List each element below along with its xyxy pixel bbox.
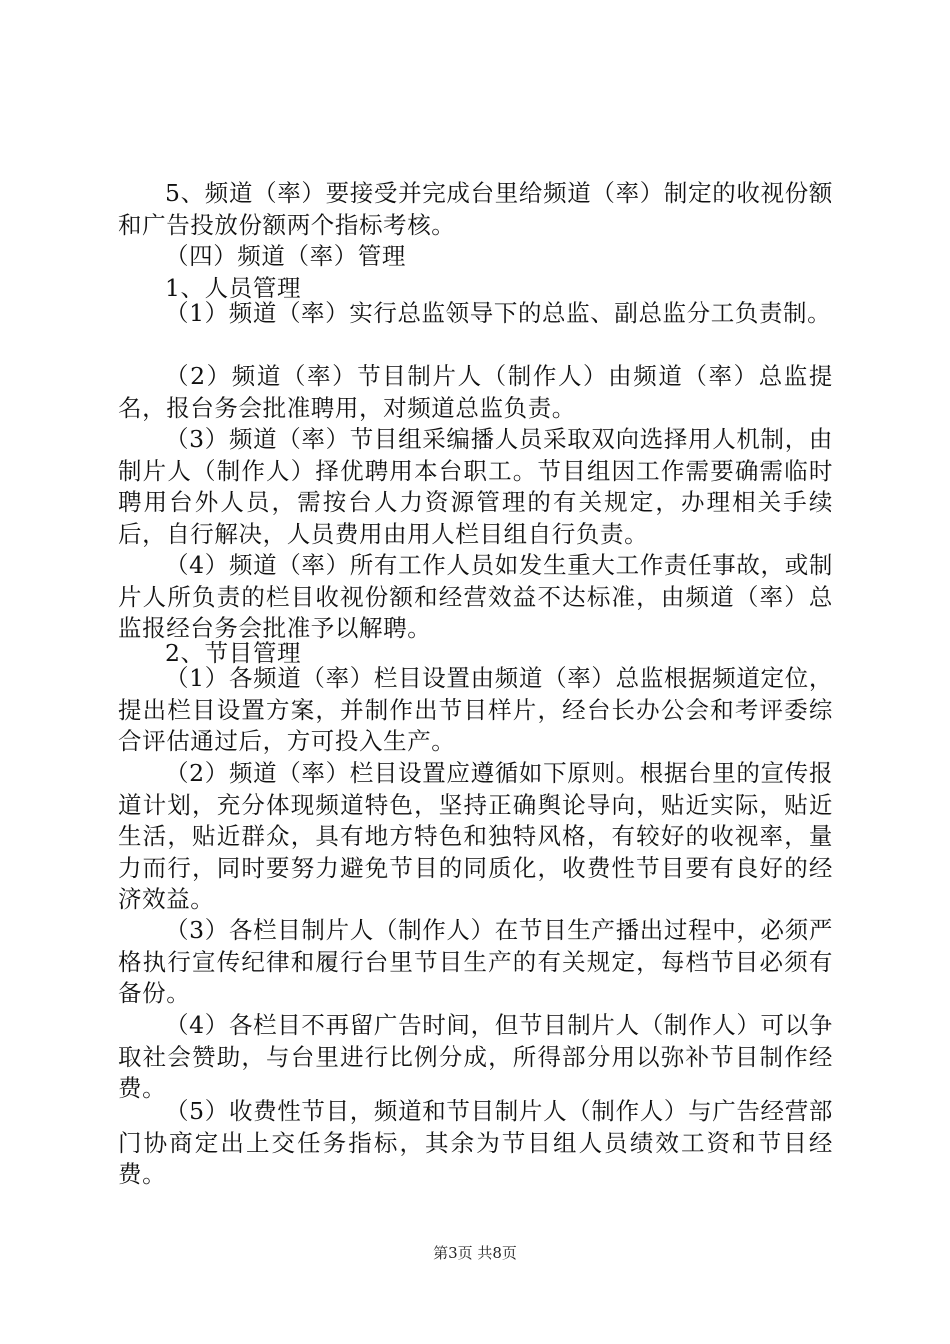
subheading-programs: 2、节目管理: [165, 639, 302, 667]
paragraph-programs-4: （4）各栏目不再留广告时间，但节目制片人（制作人）可以争取社会赞助，与台里进行比例分成，所得部分用以弥补节目制作经费。: [118, 1011, 833, 1102]
paragraph-personnel-1: （1）频道（率）实行总监领导下的总监、副总监分工负责制。: [165, 299, 832, 327]
page-number: 第3页 共8页: [433, 1244, 517, 1262]
paragraph-programs-3: （3）各栏目制片人（制作人）在节目生产播出过程中，必须严格执行宣传纪律和履行台里节目生产的有关规定，每档节目必须有备份。: [118, 916, 833, 1007]
paragraph-programs-5: （5）收费性节目，频道和节目制片人（制作人）与广告经营部门协商定出上交任务指标，其余为节目组人员绩效工资和节目经费。: [118, 1097, 833, 1188]
paragraph-1: 5、频道（率）要接受并完成台里给频道（率）制定的收视份额和广告投放份额两个指标考核。: [118, 179, 833, 239]
paragraph-personnel-3: （3）频道（率）节目组采编播人员采取双向选择用人机制，由制片人（制作人）择优聘用本台职工。节目组因工作需要确需临时聘用台外人员，需按台人力资源管理的有关规定，办理相关手续后，自行解决，人员费用由用人栏目组自行负责。: [118, 425, 833, 548]
paragraph-personnel-2: （2）频道（率）节目制片人（制作人）由频道（率）总监提名，报台务会批准聘用，对频道总监负责。: [118, 362, 833, 422]
paragraph-programs-2: （2）频道（率）栏目设置应遵循如下原则。根据台里的宣传报道计划，充分体现频道特色，坚持正确舆论导向，贴近实际，贴近生活，贴近群众，具有地方特色和独特风格，有较好的收视率，量力而行，同时要努力避免节目的同质化，收费性节目要有良好的经济效益。: [118, 759, 833, 913]
subheading-personnel: 1、人员管理: [165, 274, 302, 302]
section-heading-4: （四）频道（率）管理: [165, 242, 406, 270]
paragraph-programs-1: （1）各频道（率）栏目设置由频道（率）总监根据频道定位，提出栏目设置方案，并制作出节目样片，经台长办公会和考评委综合评估通过后，方可投入生产。: [118, 664, 833, 755]
paragraph-personnel-4: （4）频道（率）所有工作人员如发生重大工作责任事故，或制片人所负责的栏目收视份额和经营效益不达标准，由频道（率）总监报经台务会批准予以解聘。: [118, 551, 833, 642]
